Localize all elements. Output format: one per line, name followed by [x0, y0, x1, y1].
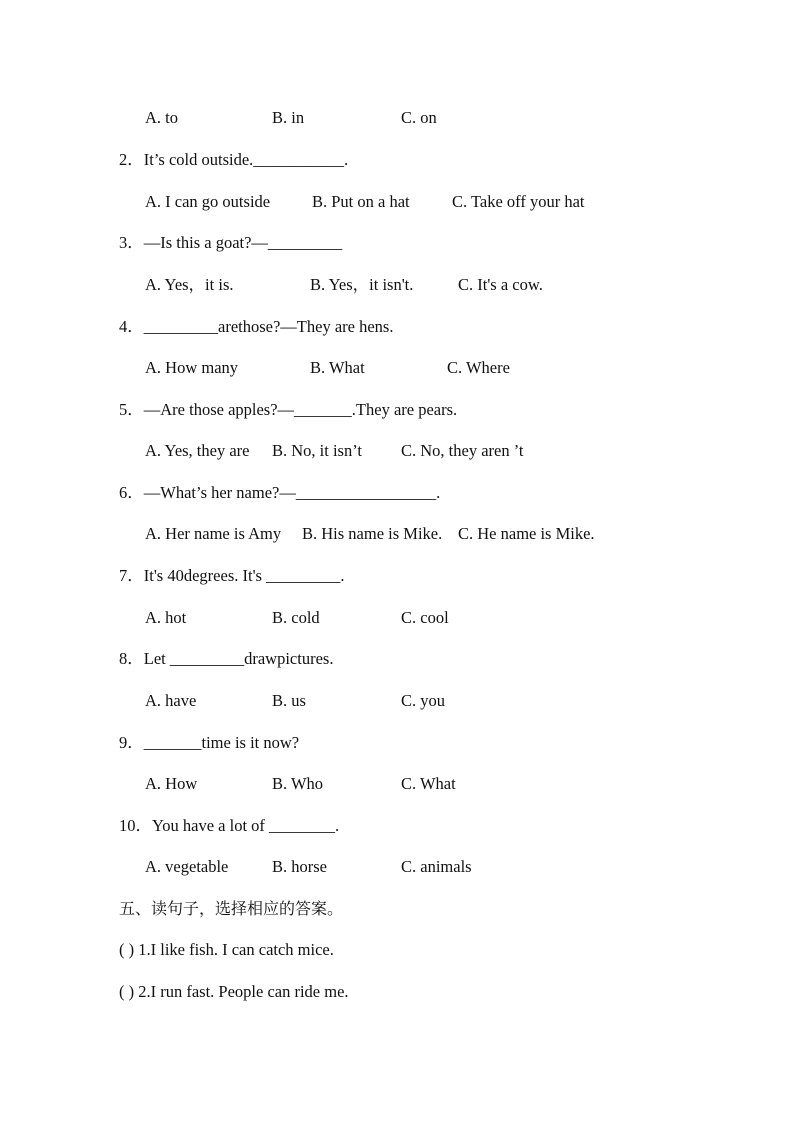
q10-option-b: B. horse	[272, 857, 327, 876]
question-4: 4．_________arethose?—They are hens.	[119, 317, 394, 336]
q6-option-b: B. His name is Mike.	[302, 524, 443, 543]
q8-option-c: C. you	[401, 691, 446, 710]
q5-option-a: A. Yes, they are	[145, 441, 250, 460]
q1-option-b: B. in	[272, 108, 305, 127]
question-6: 6．—What’s her name?—_________________.	[119, 483, 441, 502]
q6-option-a: A. Her name is Amy	[145, 524, 282, 543]
q10-option-c: C. animals	[401, 857, 472, 876]
question-10: 10．You have a lot of ________.	[119, 816, 340, 835]
q4-option-a: A. How many	[145, 358, 239, 377]
q3-option-c: C. It's a cow.	[458, 275, 543, 294]
question-8: 8．Let _________drawpictures.	[119, 649, 334, 668]
q9-option-c: C. What	[401, 774, 456, 793]
q1-option-c: C. on	[401, 108, 437, 127]
question-5: 5．—Are those apples?—_______.They are pears.	[119, 400, 458, 419]
question-9: 9．_______time is it now?	[119, 733, 300, 752]
question-2: 2．It’s cold outside.___________.	[119, 150, 349, 169]
q2-option-a: A. I can go outside	[145, 192, 271, 211]
q10-option-a: A. vegetable	[145, 857, 229, 876]
q5-option-b: B. No, it isn’t	[272, 441, 363, 460]
q9-option-a: A. How	[145, 774, 198, 793]
q3-option-b: B. Yes，it isn't.	[310, 275, 414, 294]
q7-option-c: C. cool	[401, 608, 449, 627]
question-3: 3．—Is this a goat?—_________	[119, 233, 343, 252]
section-5-heading: 五、读句子，选择相应的答案。	[119, 899, 344, 918]
section-5-item-1: ( ) 1.I like fish. I can catch mice.	[119, 940, 334, 959]
q4-option-c: C. Where	[447, 358, 510, 377]
q9-option-b: B. Who	[272, 774, 324, 793]
section-5-item-2: ( ) 2.I run fast. People can ride me.	[119, 982, 349, 1001]
q8-option-b: B. us	[272, 691, 306, 710]
q7-option-b: B. cold	[272, 608, 320, 627]
question-7: 7．It's 40degrees. It's _________.	[119, 566, 345, 585]
q3-option-a: A. Yes，it is.	[145, 275, 234, 294]
q1-option-a: A. to	[145, 108, 178, 127]
q6-option-c: C. He name is Mike.	[458, 524, 595, 543]
q8-option-a: A. have	[145, 691, 197, 710]
q2-option-c: C. Take off your hat	[452, 192, 585, 211]
q5-option-c: C. No, they aren ’t	[401, 441, 524, 460]
q4-option-b: B. What	[310, 358, 365, 377]
q2-option-b: B. Put on a hat	[312, 192, 410, 211]
q7-option-a: A. hot	[145, 608, 187, 627]
